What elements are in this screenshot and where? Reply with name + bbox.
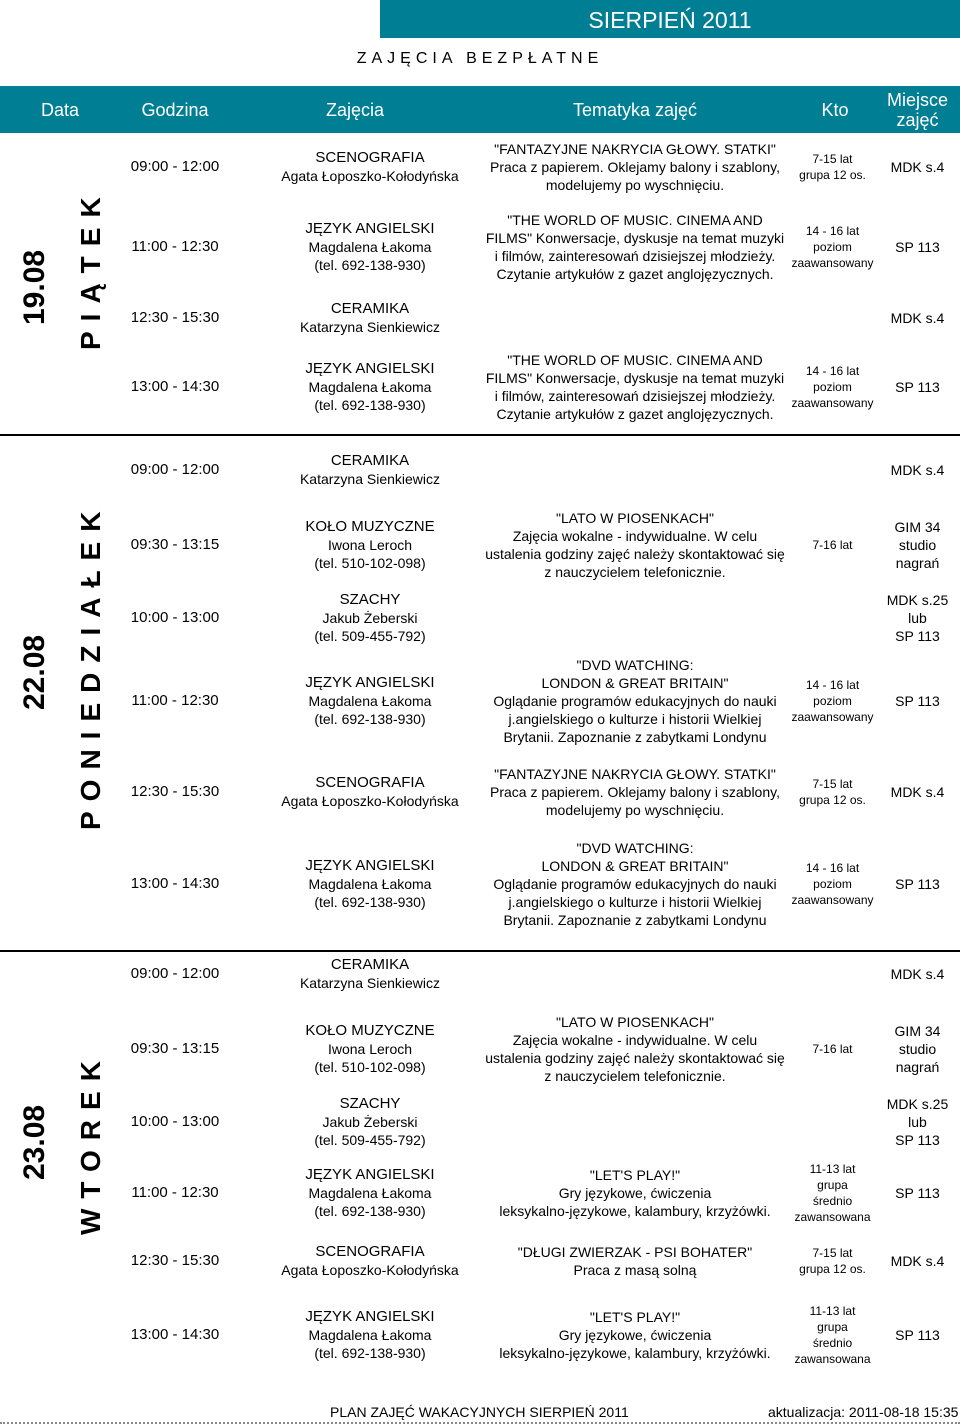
who-line: 7-16 lat xyxy=(812,538,853,552)
cell-place xyxy=(875,1090,960,1154)
cell-time: 12:30 - 15:30 xyxy=(130,783,220,800)
cell-act xyxy=(250,658,490,744)
topic-line: "LET'S PLAY!" xyxy=(589,1167,681,1183)
topic-line: i filmów, zainteresowań dzisiejszej młodzieży. xyxy=(494,388,776,404)
section-date: 19.08 xyxy=(18,249,51,325)
activity-name: SZACHY xyxy=(339,1095,401,1112)
place-line: MDK s.4 xyxy=(890,784,945,800)
act-line: Magdalena Łakoma xyxy=(308,1185,432,1201)
act-line: Agata Łoposzko-Kołodyńska xyxy=(281,793,459,809)
header-data: Data xyxy=(40,99,80,120)
cell-who xyxy=(785,1090,880,1154)
who-line: zaawansowany xyxy=(791,396,874,410)
section-weekday: WTOREK xyxy=(75,1051,106,1235)
header-miejsce-line2: zajęć xyxy=(896,109,939,130)
place-line: SP 113 xyxy=(895,239,940,255)
act-line: (tel. 692-138-930) xyxy=(314,894,426,910)
cell-act xyxy=(250,1012,490,1086)
cell-place xyxy=(875,138,960,196)
act-line: (tel. 692-138-930) xyxy=(314,711,426,727)
cell-time: 12:30 - 15:30 xyxy=(130,309,220,326)
cell-topic xyxy=(480,586,790,650)
topic-line: Brytanii. Zapoznanie z zabytkami Londynu xyxy=(503,912,767,928)
place-line: studio xyxy=(898,537,937,553)
topic-line: Zajęcia wokalne - indywidualne. W celu xyxy=(512,528,758,544)
place-line: studio xyxy=(898,1041,937,1057)
who-line: 14 - 16 lat xyxy=(805,224,860,238)
act-line: Magdalena Łakoma xyxy=(308,1327,432,1343)
topic-line: ustalenia godziny zajęć należy skontaktować się xyxy=(485,546,785,562)
topic-line: Praca z papierem. Oklejamy balony i szablony, xyxy=(490,784,780,800)
topic-line: "DŁUGI ZWIERZAK - PSI BOHATER" xyxy=(517,1244,753,1260)
cell-who xyxy=(785,586,880,650)
cell-act xyxy=(250,212,490,282)
cell-time: 12:30 - 15:30 xyxy=(130,1252,220,1269)
cell-time: 11:00 - 12:30 xyxy=(131,692,219,709)
cell-act xyxy=(250,138,490,196)
act-line: (tel. 692-138-930) xyxy=(314,1203,426,1219)
cell-who xyxy=(785,508,880,582)
cell-time: 10:00 - 13:00 xyxy=(130,609,220,626)
act-line: (tel. 692-138-930) xyxy=(314,257,426,273)
topic-line: "LET'S PLAY!" xyxy=(589,1309,681,1325)
cell-who xyxy=(785,440,880,500)
topic-line: "DVD WATCHING: xyxy=(576,840,694,856)
section-date: 22.08 xyxy=(18,634,51,710)
cell-act xyxy=(250,440,490,500)
cell-place xyxy=(875,658,960,744)
who-line: 7-16 lat xyxy=(812,1042,853,1056)
place-line: GIM 34 xyxy=(894,519,941,535)
place-line: MDK s.4 xyxy=(890,159,945,175)
cell-act xyxy=(250,1298,490,1372)
footer-update: aktualizacja: 2011-08-18 15:35 xyxy=(768,1404,959,1420)
place-line: MDK s.4 xyxy=(890,1253,945,1269)
who-line: grupa xyxy=(817,1178,848,1192)
activity-name: JĘZYK ANGIELSKI xyxy=(305,674,435,691)
table-header xyxy=(0,86,960,133)
place-line: MDK s.4 xyxy=(890,966,945,982)
topic-line: LONDON & GREAT BRITAIN" xyxy=(541,858,729,874)
activity-name: JĘZYK ANGIELSKI xyxy=(305,1166,435,1183)
who-line: 7-15 lat xyxy=(812,152,853,166)
act-line: Katarzyna Sienkiewicz xyxy=(299,319,441,335)
topic-line: "FANTAZYJNE NAKRYCIA GŁOWY. STATKI" xyxy=(494,766,776,782)
cell-topic xyxy=(480,754,790,830)
cell-who xyxy=(785,348,880,426)
cell-time: 11:00 - 12:30 xyxy=(131,1184,219,1201)
cell-place xyxy=(875,288,960,348)
activity-name: JĘZYK ANGIELSKI xyxy=(305,1308,435,1325)
topic-line: "FANTAZYJNE NAKRYCIA GŁOWY. STATKI" xyxy=(494,141,776,157)
place-line: MDK s.25 xyxy=(886,1096,949,1112)
act-line: (tel. 692-138-930) xyxy=(314,1345,426,1361)
activity-name: KOŁO MUZYCZNE xyxy=(305,518,435,535)
who-line: 11-13 lat xyxy=(809,1162,856,1176)
topic-line: modelujemy po wyschnięciu. xyxy=(545,802,725,818)
activity-name: CERAMIKA xyxy=(330,452,410,469)
cell-place xyxy=(875,440,960,500)
activity-name: JĘZYK ANGIELSKI xyxy=(305,857,435,874)
topic-line: FILMS" Konwersacje, dyskusje na temat muzyki xyxy=(485,370,785,386)
topic-line: i filmów, zainteresowań dzisiejszej młodzieży. xyxy=(494,248,776,264)
cell-place xyxy=(875,212,960,282)
place-line: nagrań xyxy=(895,1059,940,1075)
cell-act xyxy=(250,838,490,930)
act-line: (tel. 509-455-792) xyxy=(314,1132,426,1148)
place-line: nagrań xyxy=(895,555,940,571)
cell-who xyxy=(785,1158,880,1228)
cell-place xyxy=(875,1158,960,1228)
topic-line: FILMS" Konwersacje, dyskusje na temat muzyki xyxy=(485,230,785,246)
header-zajecia: Zajęcia xyxy=(325,99,385,120)
cell-who xyxy=(785,838,880,930)
cell-topic xyxy=(480,1090,790,1154)
act-line: Magdalena Łakoma xyxy=(308,379,432,395)
who-line: 14 - 16 lat xyxy=(805,364,860,378)
who-line: grupa 12 os. xyxy=(799,793,866,807)
topic-line: leksykalno-językowe, kalambury, krzyżówki. xyxy=(499,1203,771,1219)
who-line: poziom xyxy=(813,877,852,891)
who-line: zawansowana xyxy=(794,1210,871,1224)
act-line: Katarzyna Sienkiewicz xyxy=(299,975,441,991)
act-line: Agata Łoposzko-Kołodyńska xyxy=(281,1262,459,1278)
act-line: Agata Łoposzko-Kołodyńska xyxy=(281,168,459,184)
topic-line: "LATO W PIOSENKACH" xyxy=(555,510,714,526)
place-line: MDK s.4 xyxy=(890,462,945,478)
topic-line: "THE WORLD OF MUSIC. CINEMA AND xyxy=(507,352,763,368)
topic-line: "LATO W PIOSENKACH" xyxy=(555,1014,714,1030)
place-line: MDK s.4 xyxy=(890,310,945,326)
place-line: SP 113 xyxy=(895,628,940,644)
cell-topic xyxy=(480,212,790,282)
cell-who xyxy=(785,944,880,1004)
topic-line: j.angielskiego o kulturze i historii Wielkiej xyxy=(508,711,762,727)
act-line: (tel. 692-138-930) xyxy=(314,397,426,413)
topic-line: j.angielskiego o kulturze i historii Wielkiej xyxy=(508,894,762,910)
cell-place xyxy=(875,586,960,650)
cell-who xyxy=(785,754,880,830)
section-weekday: PIĄTEK xyxy=(75,187,106,350)
topic-line: Gry językowe, ćwiczenia xyxy=(558,1327,712,1343)
who-line: grupa 12 os. xyxy=(799,168,866,182)
topic-line: Praca z masą solną xyxy=(573,1262,697,1278)
cell-who xyxy=(785,1012,880,1086)
topic-line: "THE WORLD OF MUSIC. CINEMA AND xyxy=(507,212,763,228)
cell-who xyxy=(785,658,880,744)
cell-topic xyxy=(480,138,790,196)
page-title: SIERPIEŃ 2011 xyxy=(380,0,960,38)
section-divider xyxy=(0,434,960,436)
who-line: 7-15 lat xyxy=(812,777,853,791)
cell-place xyxy=(875,838,960,930)
topic-line: z nauczycielem telefonicznie. xyxy=(544,1068,726,1084)
who-line: poziom xyxy=(813,240,852,254)
cell-topic xyxy=(480,944,790,1004)
cell-place xyxy=(875,508,960,582)
activity-name: JĘZYK ANGIELSKI xyxy=(305,220,435,237)
act-line: (tel. 510-102-098) xyxy=(314,555,426,571)
who-line: 14 - 16 lat xyxy=(805,861,860,875)
cell-time: 13:00 - 14:30 xyxy=(130,1326,220,1343)
place-line: lub xyxy=(908,1114,927,1130)
topic-line: Oglądanie programów edukacyjnych do nauki xyxy=(493,876,777,892)
cell-time: 09:00 - 12:00 xyxy=(130,461,220,478)
cell-act xyxy=(250,1232,490,1290)
activity-name: SCENOGRAFIA xyxy=(315,1243,425,1260)
cell-act xyxy=(250,508,490,582)
cell-place xyxy=(875,1298,960,1372)
topic-line: Gry językowe, ćwiczenia xyxy=(558,1185,712,1201)
footer-plan: PLAN ZAJĘĆ WAKACYJNYCH SIERPIEŃ 2011 xyxy=(330,1404,629,1420)
cell-who xyxy=(785,212,880,282)
cell-time: 13:00 - 14:30 xyxy=(130,378,220,395)
who-line: zaawansowany xyxy=(791,893,874,907)
cell-act xyxy=(250,944,490,1004)
activity-name: SCENOGRAFIA xyxy=(315,774,425,791)
section-weekday: PONIEDZIAŁEK xyxy=(75,501,106,830)
who-line: poziom xyxy=(813,380,852,394)
cell-place xyxy=(875,944,960,1004)
who-line: zawansowana xyxy=(794,1352,871,1366)
cell-topic xyxy=(480,1012,790,1086)
cell-topic xyxy=(480,348,790,426)
cell-topic xyxy=(480,508,790,582)
act-line: Jakub Żeberski xyxy=(322,1114,418,1130)
activity-name: SZACHY xyxy=(339,591,401,608)
act-line: Iwona Leroch xyxy=(327,537,413,553)
activity-name: JĘZYK ANGIELSKI xyxy=(305,360,435,377)
page-subtitle: ZAJĘCIA BEZPŁATNE xyxy=(356,50,604,67)
act-line: Magdalena Łakoma xyxy=(308,693,432,709)
who-line: zaawansowany xyxy=(791,256,874,270)
cell-topic xyxy=(480,1232,790,1290)
section-date: 23.08 xyxy=(18,1104,51,1180)
place-line: MDK s.25 xyxy=(886,592,949,608)
cell-time: 13:00 - 14:30 xyxy=(130,875,220,892)
cell-act xyxy=(250,586,490,650)
act-line: Jakub Żeberski xyxy=(322,610,418,626)
place-line: SP 113 xyxy=(895,379,940,395)
topic-line: Oglądanie programów edukacyjnych do nauki xyxy=(493,693,777,709)
place-line: SP 113 xyxy=(895,1132,940,1148)
activity-name: KOŁO MUZYCZNE xyxy=(305,1022,435,1039)
who-line: 11-13 lat xyxy=(809,1304,856,1318)
cell-time: 10:00 - 13:00 xyxy=(130,1113,220,1130)
topic-line: leksykalno-językowe, kalambury, krzyżówki. xyxy=(499,1345,771,1361)
topic-line: LONDON & GREAT BRITAIN" xyxy=(541,675,729,691)
place-line: SP 113 xyxy=(895,1185,940,1201)
place-line: SP 113 xyxy=(895,693,940,709)
topic-line: Praca z papierem. Oklejamy balony i szablony, xyxy=(490,159,780,175)
place-line: SP 113 xyxy=(895,1327,940,1343)
header-miejsce-line1: Miejsce xyxy=(886,89,948,110)
cell-place xyxy=(875,348,960,426)
act-line: Katarzyna Sienkiewicz xyxy=(299,471,441,487)
cell-act xyxy=(250,288,490,348)
cell-topic xyxy=(480,1158,790,1228)
topic-line: Czytanie artykułów z gazet anglojęzycznych. xyxy=(496,406,774,422)
header-kto: Kto xyxy=(821,99,849,120)
cell-topic xyxy=(480,658,790,744)
topic-line: Brytanii. Zapoznanie z zabytkami Londynu xyxy=(503,729,767,745)
cell-time: 11:00 - 12:30 xyxy=(131,238,219,255)
cell-place xyxy=(875,1012,960,1086)
who-line: zaawansowany xyxy=(791,710,874,724)
activity-name: CERAMIKA xyxy=(330,956,410,973)
who-line: grupa 12 os. xyxy=(799,1262,866,1276)
topic-line: Zajęcia wokalne - indywidualne. W celu xyxy=(512,1032,758,1048)
cell-act xyxy=(250,1158,490,1228)
topic-line: ustalenia godziny zajęć należy skontaktować się xyxy=(485,1050,785,1066)
cell-act xyxy=(250,348,490,426)
header-tematyka: Tematyka zajęć xyxy=(572,99,698,120)
place-line: lub xyxy=(908,610,927,626)
header-miejsce xyxy=(875,86,960,133)
cell-who xyxy=(785,138,880,196)
cell-time: 09:00 - 12:00 xyxy=(130,965,220,982)
who-line: średnio xyxy=(812,1336,853,1350)
cell-act xyxy=(250,754,490,830)
activity-name: SCENOGRAFIA xyxy=(315,149,425,166)
act-line: Magdalena Łakoma xyxy=(308,876,432,892)
act-line: Iwona Leroch xyxy=(327,1041,413,1057)
act-line: (tel. 509-455-792) xyxy=(314,628,426,644)
cell-who xyxy=(785,1298,880,1372)
topic-line: "DVD WATCHING: xyxy=(576,657,694,673)
cell-who xyxy=(785,1232,880,1290)
cell-topic xyxy=(480,440,790,500)
cell-topic xyxy=(480,288,790,348)
cell-time: 09:00 - 12:00 xyxy=(130,158,220,175)
activity-name: CERAMIKA xyxy=(330,300,410,317)
who-line: 14 - 16 lat xyxy=(805,678,860,692)
cell-place xyxy=(875,1232,960,1290)
who-line: 7-15 lat xyxy=(812,1246,853,1260)
act-line: Magdalena Łakoma xyxy=(308,239,432,255)
topic-line: modelujemy po wyschnięciu. xyxy=(545,177,725,193)
cell-topic xyxy=(480,1298,790,1372)
cell-time: 09:30 - 13:15 xyxy=(130,536,220,553)
who-line: poziom xyxy=(813,694,852,708)
act-line: (tel. 510-102-098) xyxy=(314,1059,426,1075)
cell-place xyxy=(875,754,960,830)
who-line: grupa xyxy=(817,1320,848,1334)
header-godzina: Godzina xyxy=(141,99,209,120)
topic-line: Czytanie artykułów z gazet anglojęzycznych. xyxy=(496,266,774,282)
who-line: średnio xyxy=(812,1194,853,1208)
cell-time: 09:30 - 13:15 xyxy=(130,1040,220,1057)
footer-divider xyxy=(0,1422,960,1424)
place-line: SP 113 xyxy=(895,876,940,892)
place-line: GIM 34 xyxy=(894,1023,941,1039)
cell-topic xyxy=(480,838,790,930)
cell-act xyxy=(250,1090,490,1154)
cell-who xyxy=(785,288,880,348)
topic-line: z nauczycielem telefonicznie. xyxy=(544,564,726,580)
